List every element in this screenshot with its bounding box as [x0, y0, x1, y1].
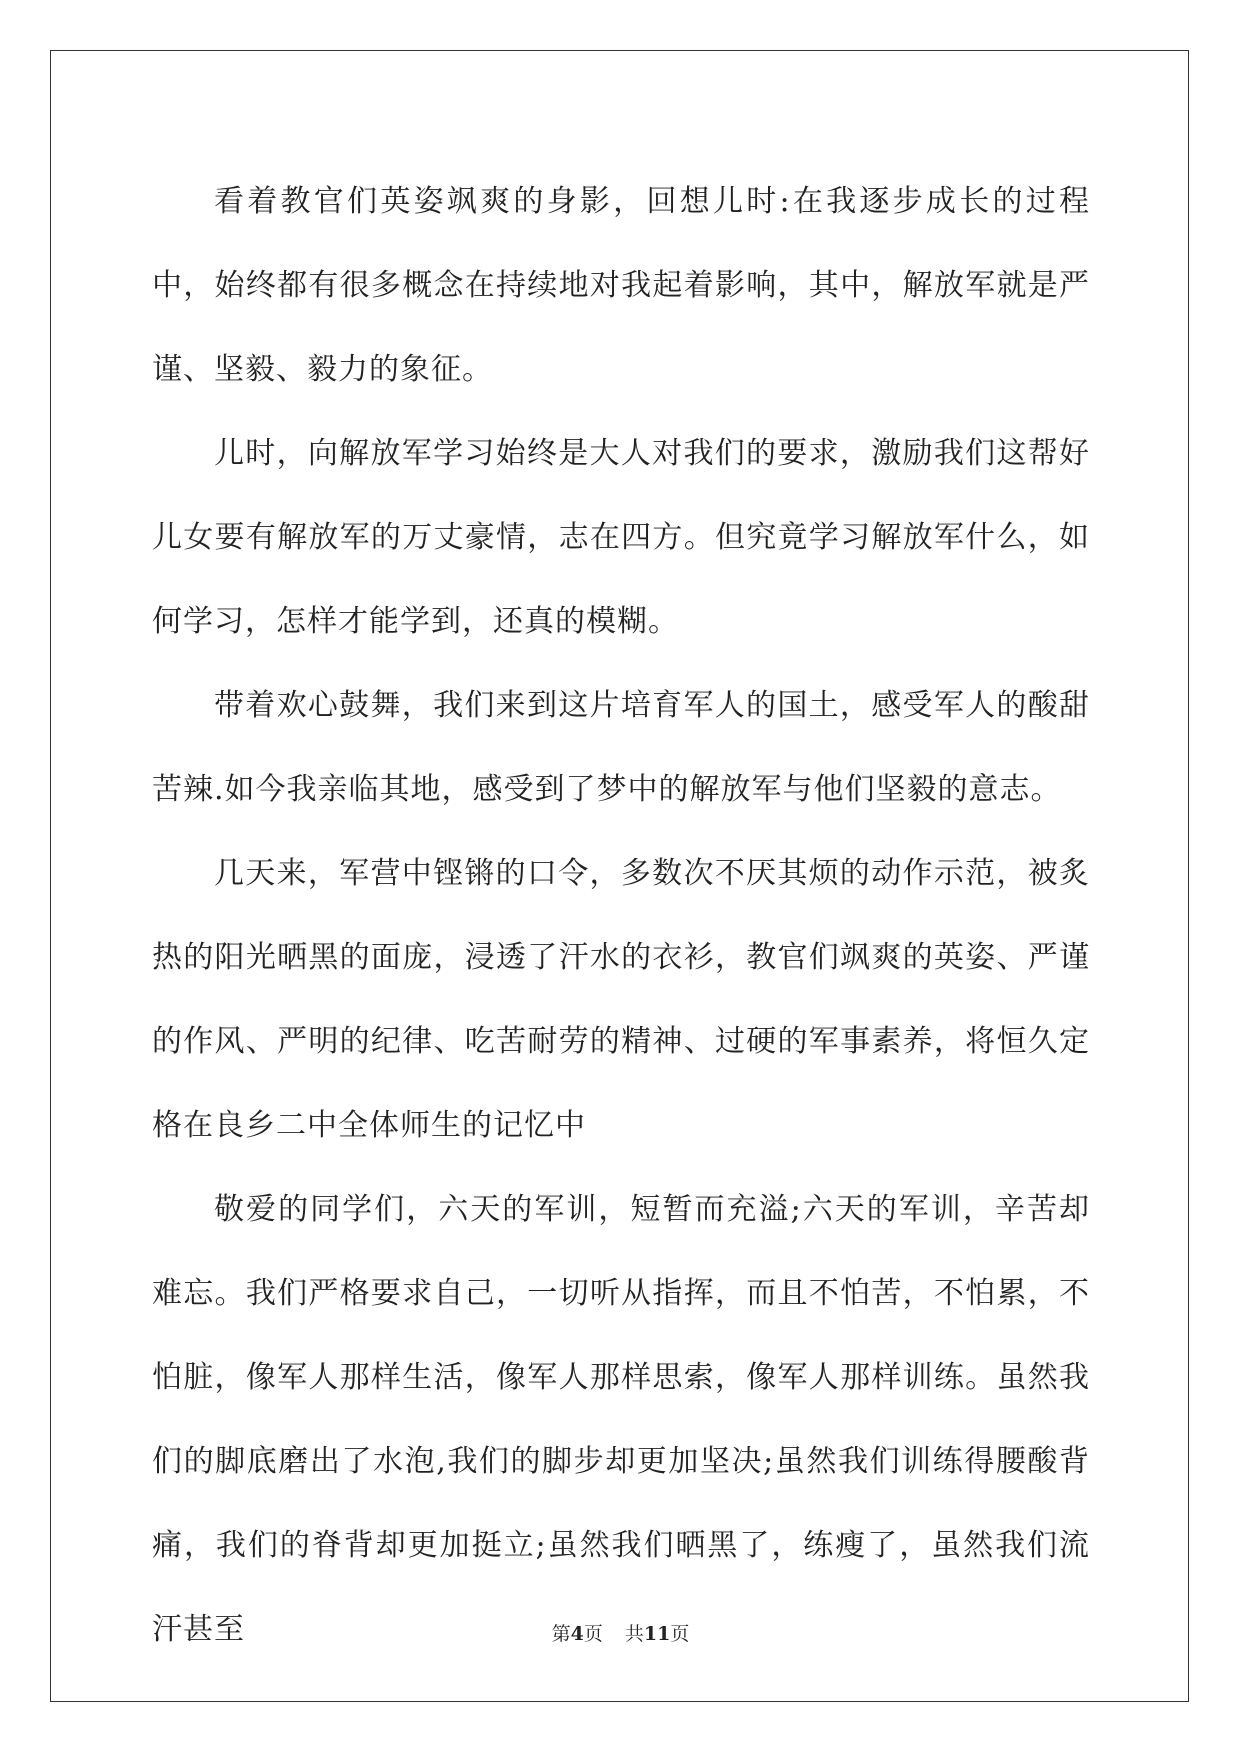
paragraph-5: 敬爱的同学们，六天的军训，短暂而充溢;六天的军训，辛苦却难忘。我们严格要求自己，一切听从指挥，而且不怕苦，不怕累，不怕脏，像军人那样生活，像军人那样思索，像军人那样训练。虽然我们的脚底磨出了水泡,我们的脚步却更加坚决;虽然我们训练得腰酸背痛，我们的脊背却更加挺立;虽然我们晒黑了，练瘦了，虽然我们流汗甚至 — [152, 1192, 1090, 1647]
page-footer — [0, 1622, 1241, 1646]
paragraph-4: 几天来，军营中铿锵的口令，多数次不厌其烦的动作示范，被炙热的阳光晒黑的面庞，浸透了汗水的衣衫，教官们飒爽的英姿、严谨的作风、严明的纪律、吃苦耐劳的精神、过硬的军事素养，将恒久定格在良乡二中全体师生的记忆中 — [152, 856, 1090, 1143]
total-page-count: 11 — [643, 1623, 671, 1645]
total-prefix: 共 — [624, 1623, 644, 1645]
page-suffix: 页 — [583, 1623, 603, 1645]
paragraph-2: 儿时，向解放军学习始终是大人对我们的要求，激励我们这帮好儿女要有解放军的万丈豪情，志在四方。但究竟学习解放军什么，如何学习，怎样才能学到，还真的模糊。 — [152, 436, 1090, 639]
total-suffix: 页 — [670, 1623, 690, 1645]
paragraph-1: 看着教官们英姿飒爽的身影，回想儿时:在我逐步成长的过程中，始终都有很多概念在持续地对我起着影响，其中，解放军就是严谨、坚毅、毅力的象征。 — [152, 184, 1090, 387]
current-page-number: 4 — [570, 1623, 584, 1645]
document-body — [152, 160, 1090, 1672]
paragraph-3: 带着欢心鼓舞，我们来到这片培育军人的国土，感受军人的酸甜苦辣.如今我亲临其地，感受到了梦中的解放军与他们坚毅的意志。 — [152, 688, 1090, 807]
page-prefix: 第 — [551, 1623, 571, 1645]
